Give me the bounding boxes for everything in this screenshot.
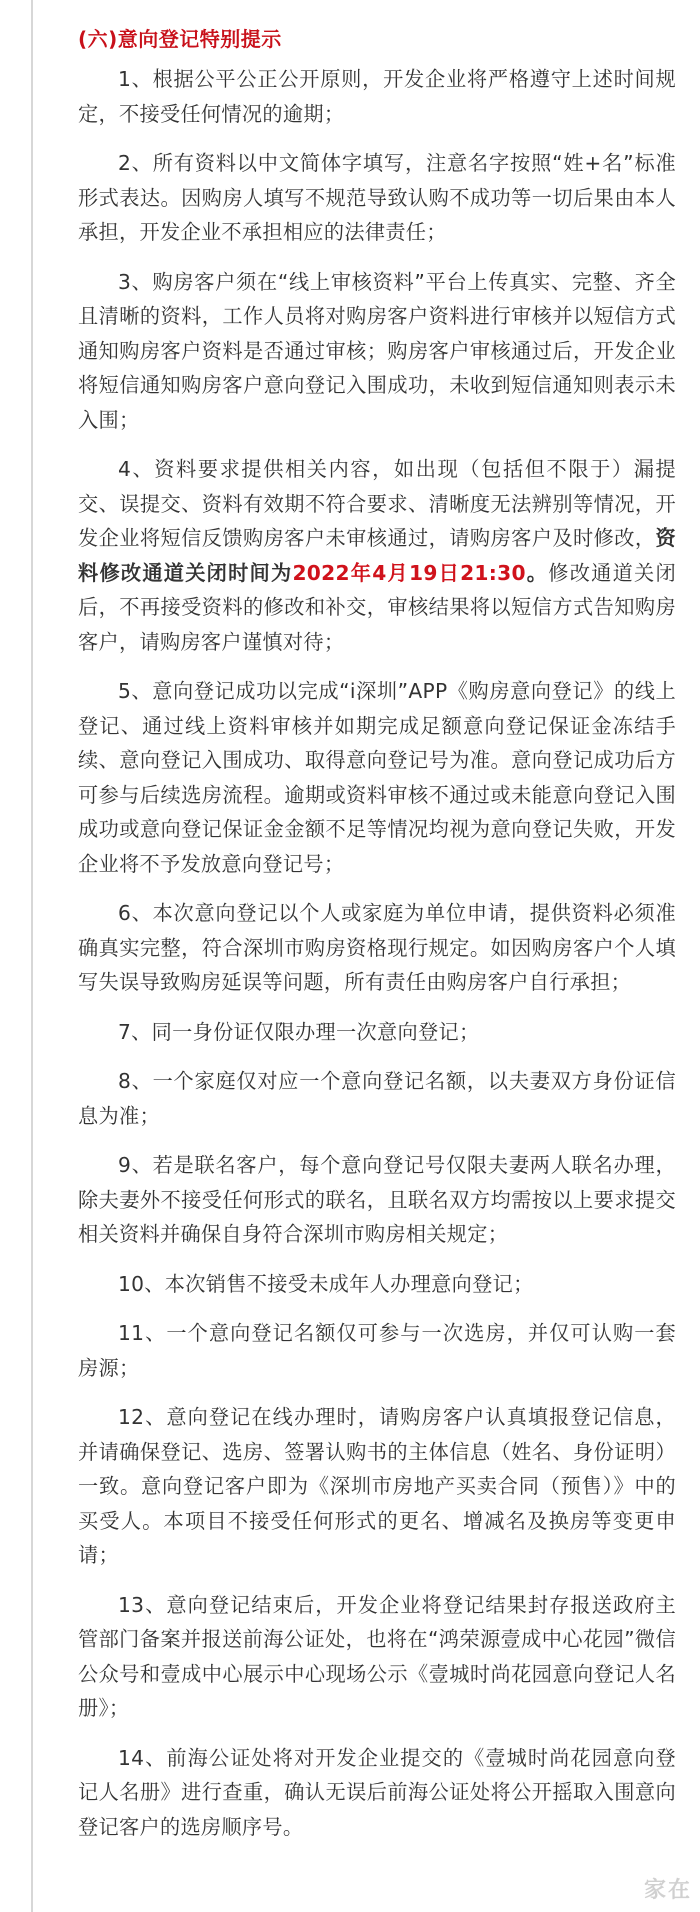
site-watermark-logo: 家在 — [643, 1878, 692, 1903]
notice-item-4 — [78, 452, 676, 659]
notice-item-1: 1、根据公平公正公开原则，开发企业将严格遵守上述时间规定，不接受任何情况的逾期； — [78, 67, 676, 126]
notice-item-10: 10、本次销售不接受未成年人办理意向登记； — [118, 1271, 534, 1296]
notice-item-4-text: 4、资料要求提供相关内容，如出现（包括但不限于）漏提交、误提交、资料有效期不符合要求、清晰度无法辨别等情况，开发企业将短信反馈购房客户未审核通过，请购房客户及时修改， — [78, 457, 676, 550]
notice-item-9: 9、若是联名客户，每个意向登记号仅限夫妻两人联名办理，除夫妻外不接受任何形式的联名，且联名双方均需按以上要求提交相关资料并确保自身符合深圳市购房相关规定； — [78, 1153, 676, 1246]
notice-item-4-rest: 修改通道关闭后，不再接受资料的修改和补交，审核结果将以短信方式告知购房客户，请购房客户谨慎对待； — [78, 560, 676, 654]
notice-item-12: 12、意向登记在线办理时，请购房客户认真填报登记信息，并请确保登记、选房、签署认购书的主体信息（姓名、身份证明）一致。意向登记客户即为《深圳市房地产买卖合同（预售）》中的买受人。本项目不接受任何形式的更名、增减名及换房等变更申请； — [78, 1405, 676, 1567]
notice-item-8: 8、一个家庭仅对应一个意向登记名额，以夫妻双方身份证信息为准； — [78, 1069, 676, 1128]
notice-item-11: 11、一个意向登记名额仅可参与一次选房，并仅可认购一套房源； — [78, 1321, 676, 1380]
notice-item-2: 2、所有资料以中文简体字填写，注意名字按照“姓+名”标准形式表达。因购房人填写不规范导致认购不成功等一切后果由本人承担，开发企业不承担相应的法律责任； — [78, 151, 676, 244]
deadline-period: 。 — [525, 560, 549, 585]
notice-item-7: 7、同一身份证仅限办理一次意向登记； — [118, 1019, 480, 1044]
notice-item-6: 6、本次意向登记以个人或家庭为单位申请，提供资料必须准确真实完整，符合深圳市购房资格现行规定。如因购房客户个人填写失误导致购房延误等问题，所有责任由购房客户自行承担； — [78, 901, 676, 994]
notice-item-3: 3、购房客户须在“线上审核资料”平台上传真实、完整、齐全且清晰的资料，工作人员将对购房客户资料进行审核并以短信方式通知购房客户资料是否通过审核；购房客户审核通过后，开发企业将短信通知购房客户意向登记入围成功，未收到短信通知则表示未入围； — [78, 269, 676, 432]
deadline-date: 2022年4月19日21:30 — [292, 560, 526, 585]
section-title: (六)意向登记特别提示 — [78, 27, 282, 51]
notice-item-5: 5、意向登记成功以完成“i深圳”APP《购房意向登记》的线上登记、通过线上资料审核并如期完成足额意向登记保证金冻结手续、意向登记入围成功、取得意向登记号为准。意向登记成功后方可参与后续选房流程。逾期或资料审核不通过或未能意向登记入围成功或意向登记保证金金额不足等情况均视为意向登记失败，开发企业将不予发放意向登记号； — [78, 679, 676, 876]
deadline-label: 资料修改通道关闭时间为 — [78, 526, 676, 585]
notice-item-13: 13、意向登记结束后，开发企业将登记结果封存报送政府主管部门备案并报送前海公证处，也将在“鸿荣源壹成中心花园”微信公众号和壹成中心展示中心现场公示《壹城时尚花园意向登记人名册》； — [78, 1592, 676, 1720]
notice-item-14: 14、前海公证处将对开发企业提交的《壹城时尚花园意向登记人名册》进行查重，确认无误后前海公证处将公开摇取入围意向登记客户的选房顺序号。 — [78, 1745, 676, 1839]
